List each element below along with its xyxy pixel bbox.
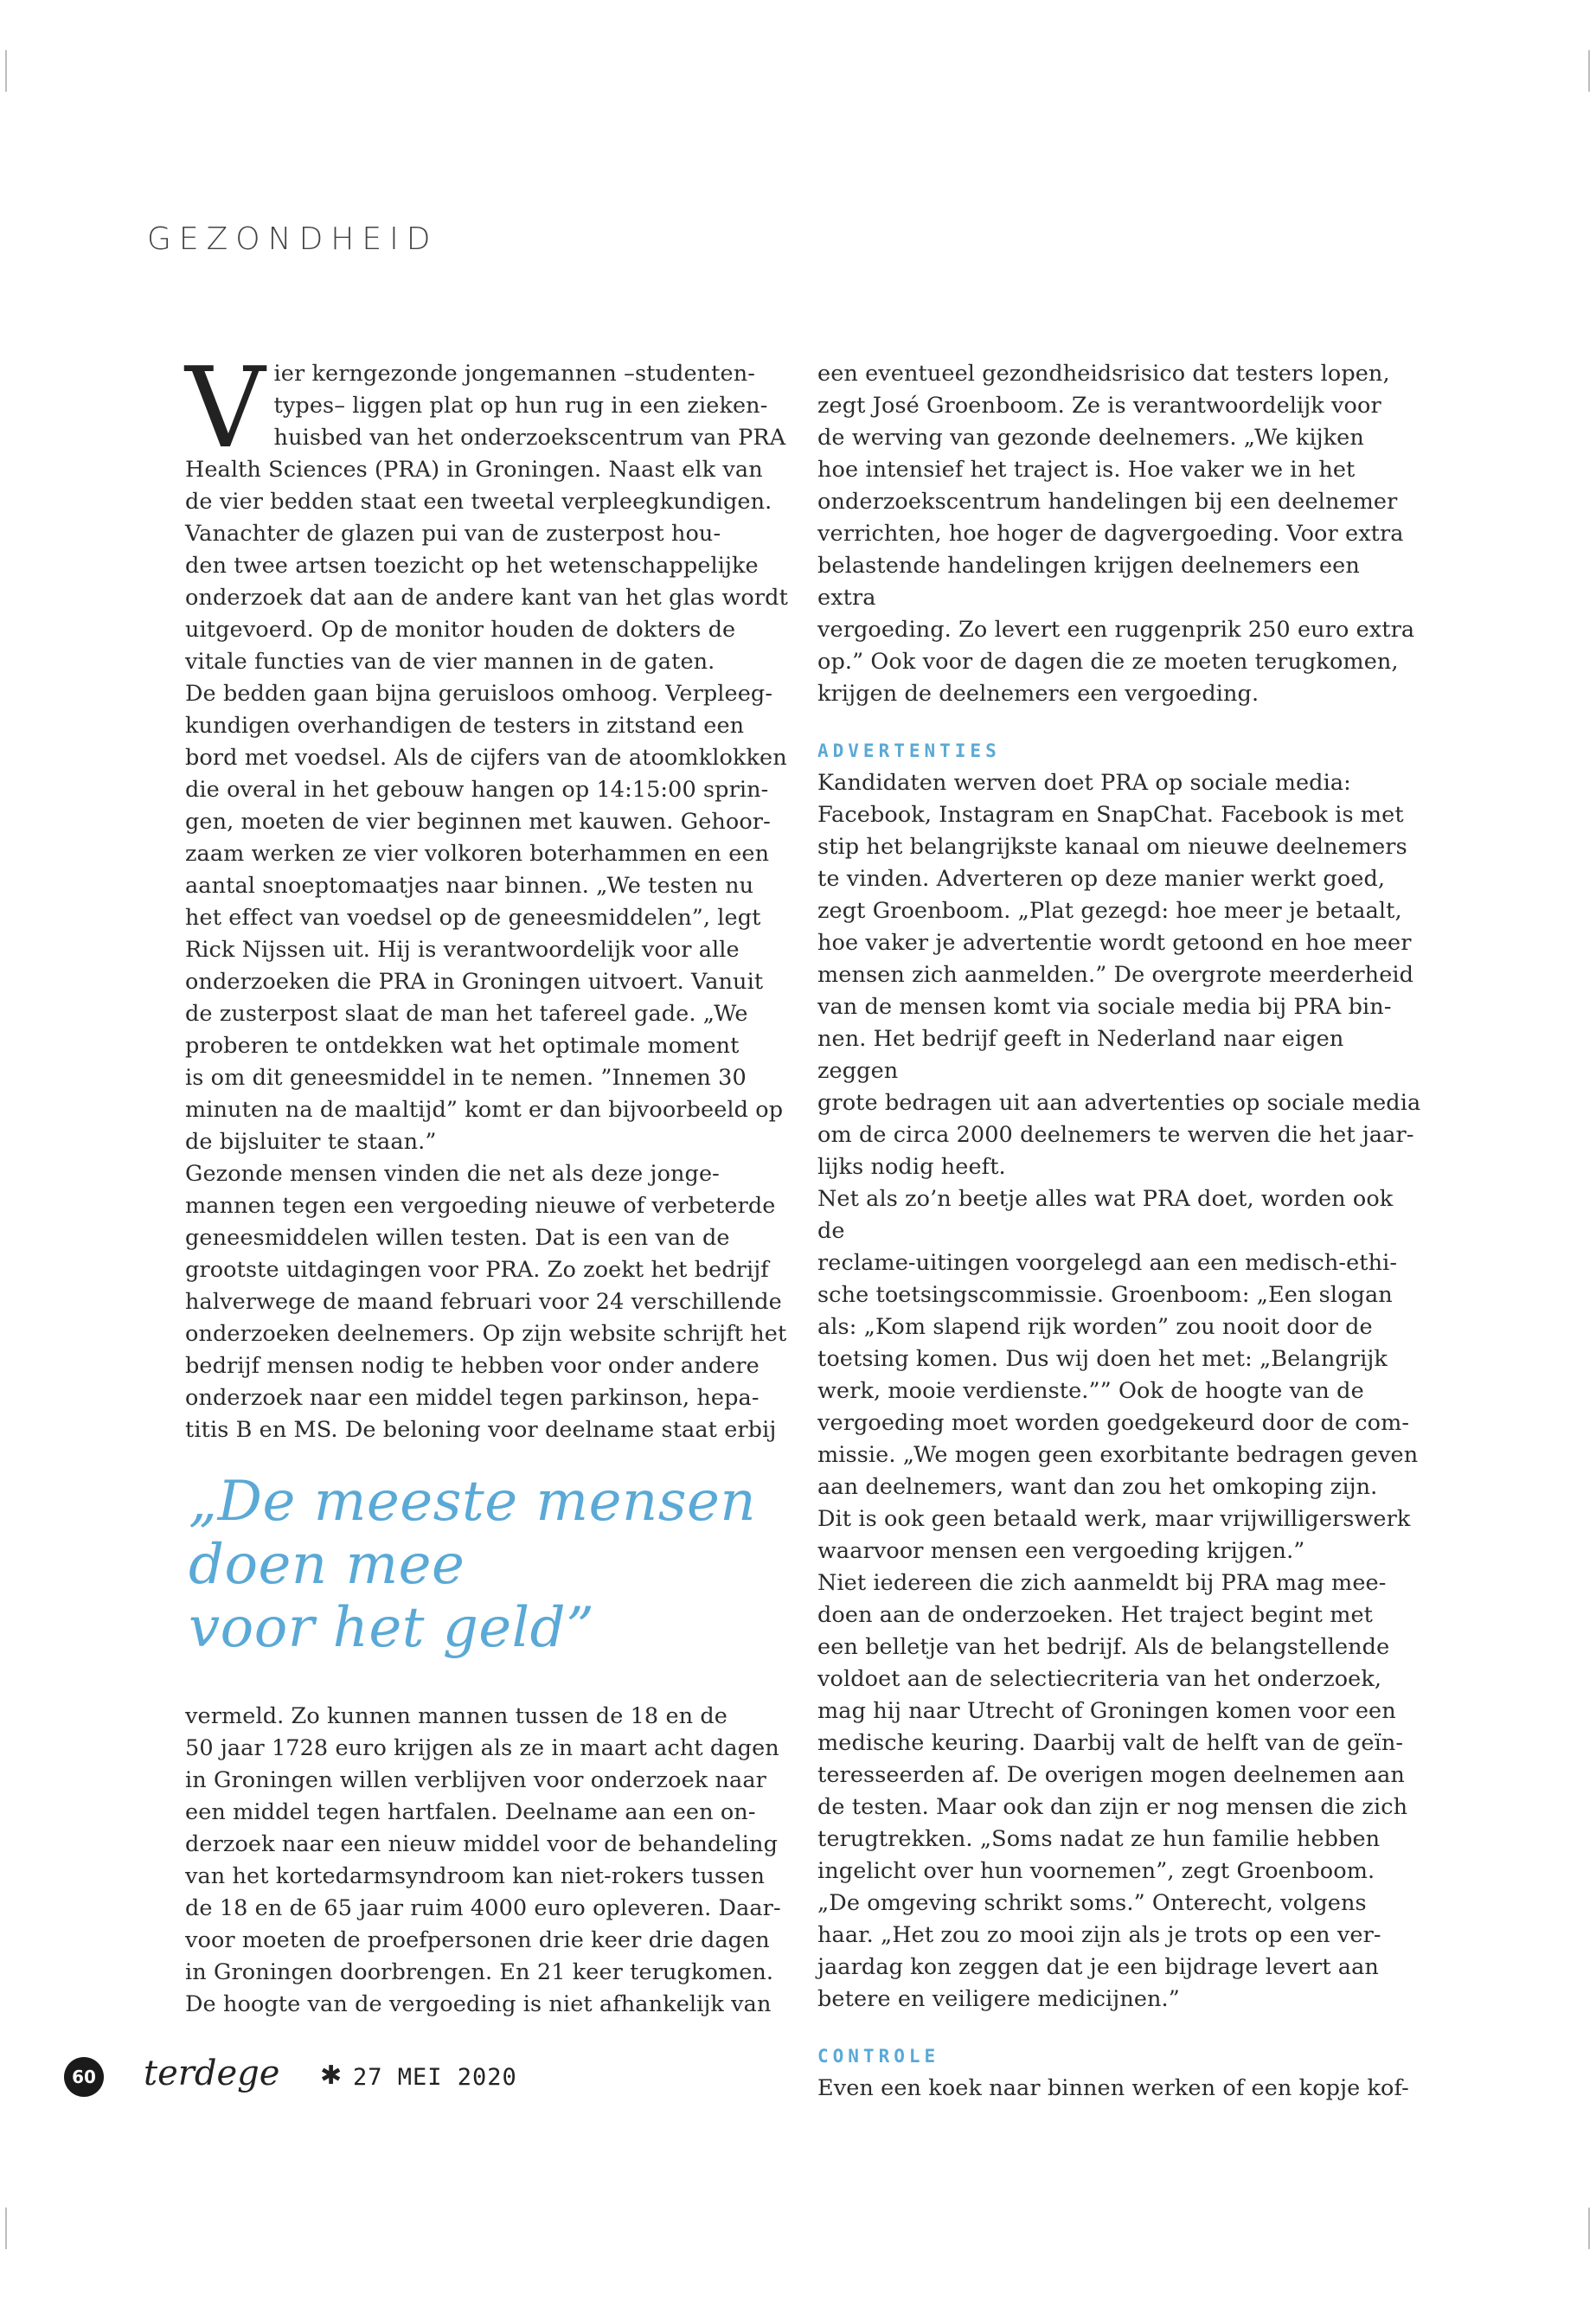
page-number-badge: 60 xyxy=(64,2057,104,2097)
paragraph: Gezonde mensen vinden die net als deze jonge- mannen tegen een vergoeding nieuwe of verbeterde geneesmiddelen willen testen. Dat is een van de grootste uitdagingen voor PRA. Zo zoekt het bedrijf halverwege de maand februari voor 24 verschillende onderzoeken deelnemers. Op zijn website schrijft het bedrijf mensen nodig te hebben voor onder andere onderzoek naar een middel tegen parkinson, hepa- titis B en MS. De beloning voor deelname staat erbij xyxy=(185,1161,787,1443)
crop-mark-top-right xyxy=(1588,50,1590,92)
paragraph: Kandidaten werven doet PRA op sociale media: Facebook, Instagram en SnapChat. Facebook is met stip het belangrijkste kanaal om nieuwe deelnemers te vinden. Adverteren op deze manier werkt goed, zegt Groenboom. „Plat gezegd: hoe meer je betaalt, hoe vaker je advertentie wordt getoond en hoe meer mensen zich aanmelden.” De overgrote meerderheid van de mensen komt via sociale media bij PRA bin- nen. Het bedrijf geeft in Nederland naar eigen zeggen grote bedragen uit aan advertenties op sociale media om de circa 2000 deelnemers te werven die het jaar- lijks nodig heeft. xyxy=(817,770,1421,1180)
paragraph: De bedden gaan bijna geruisloos omhoog. Verpleeg- kundigen overhandigen de testers in zitstand een bord met voedsel. Als de cijfers van de atoomklokken die overal in het gebouw hangen op 14:15:00 sprin- gen, moeten de vier beginnen met kauwen. Gehoor- zaam werken ze vier volkoren boterhammen en een aantal snoeptomaatjes naar binnen. „We testen nu het effect van voedsel op de geneesmiddelen”, legt Rick Nijssen uit. Hij is verantwoordelijk voor alle onderzoeken die PRA in Groningen uitvoert. Vanuit de zusterpost slaat de man het tafereel gade. „We proberen te ontdekken wat het optimale moment is om dit geneesmiddel in te nemen. ”Innemen 30 minuten na de maaltijd” komt er dan bijvoorbeeld op de bijsluiter te staan.” xyxy=(185,681,787,1155)
section-label: GEZONDHEID xyxy=(147,221,439,257)
article-column-2 xyxy=(817,358,1423,2105)
subheading-advertenties: ADVERTENTIES xyxy=(817,740,1001,761)
crop-mark-bottom-left xyxy=(5,2208,7,2249)
article-column-1 xyxy=(185,344,791,1446)
issue-date: 27 MEI 2020 xyxy=(353,2064,517,2091)
drop-cap: V xyxy=(185,344,266,473)
intro-text: ier kerngezonde jongemannen –studenten- types– liggen plat op hun rug in een zieken- huisbed van het onderzoekscentrum van PRA Health Sciences (PRA) in Groningen. Naast elk van de vier bedden staat een tweetal verpleegkundigen. Vanachter de glazen pui van de zusterpost hou- den twee artsen toezicht op het wetenschappelijke onderzoek dat aan de andere kant van het glas wordt uitgevoerd. Op de monitor houden de dokters de vitale functies van de vier mannen in de gaten. xyxy=(185,361,788,675)
pull-quote: „De meeste mensen doen mee voor het geld” xyxy=(189,1470,757,1660)
crop-mark-top-left xyxy=(5,50,7,92)
paragraph: Even een koek naar binnen werken of een kopje kof- xyxy=(817,2075,1409,2101)
paragraph: een eventueel gezondheidsrisico dat testers lopen, zegt José Groenboom. Ze is verantwoordelijk voor de werving van gezonde deelnemers. „We kijken hoe intensief het traject is. Hoe vaker we in het onderzoekscentrum handelingen bij een deelnemer verrichten, hoe hoger de dagvergoeding. Voor extra belastende handelingen krijgen deelnemers een extra vergoeding. Zo levert een ruggenprik 250 euro extra op.” Ook voor de dagen die ze moeten terugkomen, krijgen de deelnemers een vergoeding. xyxy=(817,361,1415,707)
paragraph: vermeld. Zo kunnen mannen tussen de 18 en de 50 jaar 1728 euro krijgen als ze in maart acht dagen in Groningen willen verblijven voor onderzoek naar een middel tegen hartfalen. Deelname aan een on- derzoek naar een nieuw middel voor de behandeling van het kortedarmsyndroom kan niet-rokers tussen de 18 en de 65 jaar ruim 4000 euro opleveren. Daar- voor moeten de proefpersonen drie keer drie dagen in Groningen doorbrengen. En 21 keer terugkomen. De hoogte van de vergoeding is niet afhankelijk van xyxy=(185,1703,781,2017)
paragraph: Niet iedereen die zich aanmeldt bij PRA mag mee- doen aan de onderzoeken. Het traject begint met een belletje van het bedrijf. Als de belangstellende voldoet aan de selectiecriteria van het onderzoek, mag hij naar Utrecht of Groningen komen voor een medische keuring. Daarbij valt de helft van de geïn- teresseerden af. De overigen mogen deelnemen aan de testen. Maar ook dan zijn er nog mensen die zich terugtrekken. „Soms nadat ze hun familie hebben ingelicht over hun voornemen”, zegt Groenboom. „De omgeving schrikt soms.” Onterecht, volgens haar. „Het zou zo mooi zijn als je trots op een ver- jaardag kon zeggen dat je een bijdrage levert aan betere en veiligere medicijnen.” xyxy=(817,1570,1408,2012)
article-column-1-continued xyxy=(185,1701,791,2021)
crop-mark-bottom-right xyxy=(1588,2208,1590,2249)
intro-paragraph xyxy=(185,344,791,678)
subheading-controle: CONTROLE xyxy=(817,2046,940,2067)
paragraph: Net als zo’n beetje alles wat PRA doet, worden ook de reclame-uitingen voorgelegd aan een medisch-ethi- sche toetsingscommissie. Groenboom: „Een slogan als: „Kom slapend rijk worden” zou nooit door de toetsing komen. Dus wij doen het met: „Belangrijk werk, mooie verdienste.”” Ook de hoogte van de vergoeding moet worden goedgekeurd door de com- missie. „We mogen geen exorbitante bedragen geven aan deelnemers, want dan zou het omkoping zijn. Dit is ook geen betaald werk, maar vrijwilligerswerk waarvoor mensen een vergoeding krijgen.” xyxy=(817,1186,1419,1564)
asterisk-icon: ✱ xyxy=(320,2061,343,2091)
magazine-logo: terdege xyxy=(144,2054,280,2093)
